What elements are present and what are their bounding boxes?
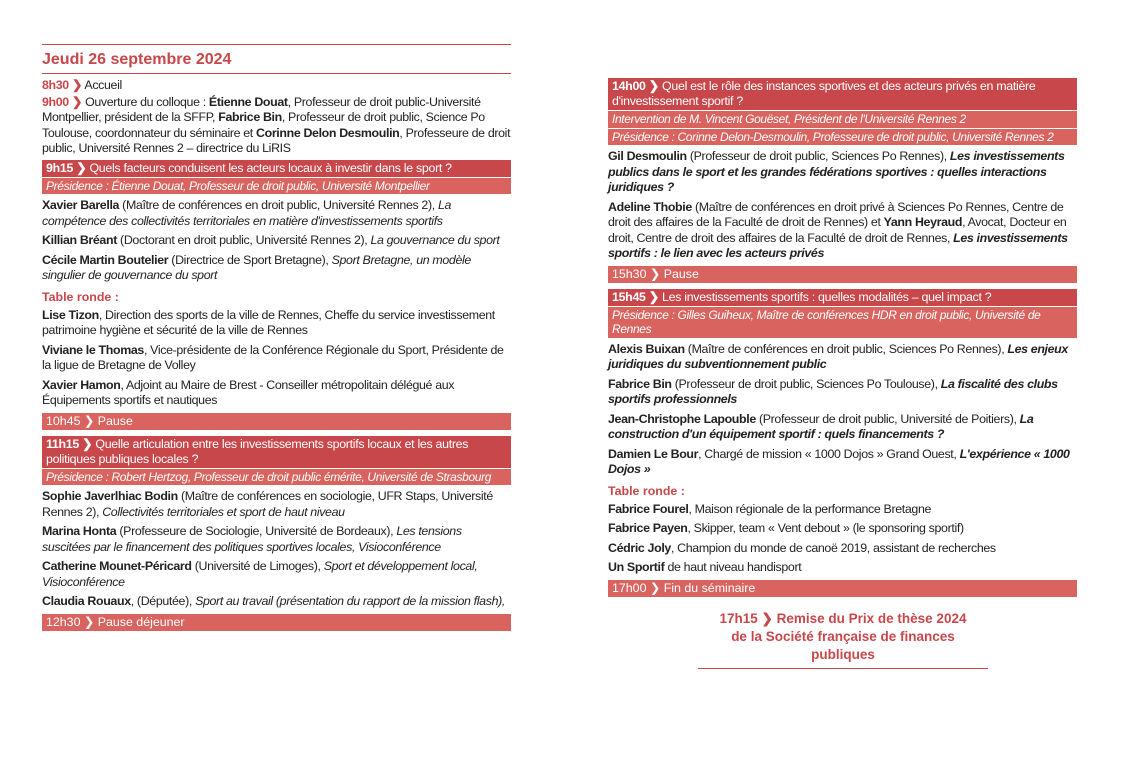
session-9h15 (42, 160, 511, 195)
speaker-role: , Direction des sports de la ville de Rennes, Cheffe du service investissement patrimoine hygiène et sécurité de la ville de Rennes (42, 307, 495, 337)
talk-entry (42, 198, 511, 229)
talk-title: Collectivités territoriales et sport de haut niveau (102, 504, 345, 519)
table-ronde-label: Table ronde : (608, 483, 685, 498)
accueil-line (42, 78, 511, 94)
session-title: Quels facteurs conduisent les acteurs locaux à investir dans le sport ? (89, 160, 452, 175)
speaker-name: Alexis Buixan (608, 341, 685, 356)
ouverture-line (42, 95, 511, 157)
talk-entry (42, 524, 511, 555)
speaker-name: Un Sportif (608, 560, 665, 574)
talk-extra: , Visioconférence (42, 559, 478, 589)
speaker-role: (Professeure de Sociologie, Université de Bordeaux), (116, 524, 397, 538)
session-presidence: Présidence : Corinne Delon-Desmoulin, Professeure de droit public, Université Rennes 2 (608, 128, 1077, 146)
speaker-role: (Maître de conférences en droit public, Sciences Po Rennes), (684, 341, 1008, 356)
table-ronde-entry (42, 378, 511, 409)
speaker-role: , Champion du monde de canoë 2019, assistant de recherches (670, 540, 996, 555)
speaker-role: , Avocat, Docteur en droit, Centre de droit des affaires de la Faculté de droit de Rennes, (608, 215, 1067, 245)
speaker-name: Fabrice Fourel (608, 501, 689, 516)
speaker-name: Corinne Delon Desmoulin (256, 125, 400, 140)
talk-entry (42, 559, 511, 590)
talk-title: La fiscalité des clubs sportifs professionnels (608, 376, 1058, 406)
table-ronde-entry (608, 502, 1077, 518)
talk-entry (608, 447, 1077, 478)
talk-entry (608, 377, 1077, 408)
speaker-name: Sophie Javerlhiac Bodin (42, 489, 178, 503)
session-time: 9h15 (46, 160, 74, 175)
speaker-role: (Directrice de Sport Bretagne), (168, 252, 332, 267)
session-intervention: Intervention de M. Vincent Gouëset, Président de l'Université Rennes 2 (608, 110, 1077, 128)
talk-title: Les investissements sportifs : le lien avec les acteurs privés (608, 230, 1068, 260)
day-title: Jeudi 26 septembre 2024 (42, 44, 511, 74)
speaker-role: (Maître de conférences en droit privé à Sciences Po Rennes, Centre de droit des affaires de la Faculté de droit de Rennes) et (608, 199, 1064, 229)
session-header (608, 78, 1077, 110)
award-line-2: de la Société française de finances publiques (731, 629, 955, 662)
right-column (608, 78, 1077, 597)
chevron-right-icon: ❯ (648, 79, 659, 93)
session-presidence: Présidence : Étienne Douat, Professeur de droit public, Université Montpellier (42, 177, 511, 195)
pause-bar: 15h30 ❯ Pause (608, 266, 1077, 283)
speaker-name: Lise Tizon (42, 307, 99, 322)
table-ronde-label: Table ronde : (42, 289, 119, 304)
speaker-role: , Professeur de droit public, Science Po Toulouse, coordonnateur du séminaire et (42, 110, 485, 140)
session-header (42, 436, 511, 468)
speaker-role: , Adjoint au Maire de Brest - Conseiller métropolitain délégué aux Équipements sportifs et nautiques (42, 377, 455, 407)
session-presidence: Présidence : Robert Hertzog, Professeur de droit public émérite, Université de Strasbourg (42, 468, 511, 486)
speaker-name: Fabrice Bin (608, 376, 672, 391)
speaker-name: Yann Heyraud (883, 215, 963, 229)
talk-title: L'expérience « 1000 Dojos » (608, 446, 1070, 476)
speaker-name: Xavier Barella (42, 198, 120, 212)
talk-entry (608, 412, 1077, 443)
speaker-role: (Université de Limoges), (191, 559, 324, 573)
end-bar: 17h00 ❯ Fin du séminaire (608, 580, 1077, 597)
table-ronde-entry (42, 343, 511, 374)
talk-title: La gouvernance du sport (370, 233, 500, 247)
talk-title: Les tensions suscitées par le financement des politiques sportives locales (42, 524, 462, 554)
speaker-role: (Professeur de droit public, Université de Poitiers), (755, 411, 1020, 426)
talk-entry (608, 200, 1077, 262)
speaker-name: Xavier Hamon (42, 377, 121, 392)
speaker-role: (Professeur de droit public, Sciences Po Toulouse), (671, 376, 941, 391)
talk-entry (608, 149, 1077, 196)
accueil-time: 8h30 (42, 78, 69, 92)
speaker-role: , Professeur de droit public-Université Montpellier, président de la SFFP, (42, 94, 481, 124)
chevron-right-icon: ❯ (76, 160, 87, 175)
speaker-role: (Maître de conférences en sociologie, UFR Staps, Université Rennes 2), (42, 489, 493, 519)
speaker-role: (Professeur de droit public, Sciences Po Rennes), (686, 149, 950, 163)
session-title: Quel est le rôle des instances sportives et des acteurs privés en matière d'investissement sportif ? (612, 79, 1036, 108)
session-time: 15h45 (612, 289, 646, 304)
speaker-role: , Professeure de droit public, Université Rennes 2 – directrice du LiRIS (42, 125, 511, 155)
speaker-role: , (Députée), (130, 594, 196, 608)
talk-entry (608, 342, 1077, 373)
speaker-name: Claudia Rouaux (42, 594, 131, 608)
speaker-role: (Maître de conférences en droit public, Université Rennes 2), (119, 198, 438, 212)
speaker-name: Adeline Thobie (608, 199, 692, 214)
talk-title: La construction d'un équipement sportif : quels financements ? (608, 411, 1034, 441)
speaker-name: Catherine Mounet-Péricard (42, 559, 192, 573)
speaker-name: Killian Bréant (42, 233, 117, 247)
chevron-right-icon: ❯ (71, 94, 82, 109)
speaker-name: Viviane le Thomas (42, 342, 144, 357)
talk-title: Sport au travail (présentation du rapport de la mission flash), (195, 594, 505, 608)
talk-title: Les investissements publics dans le sport et les grandes fédérations sportives : quelles interactions juridiques ? (608, 149, 1065, 194)
table-ronde-entry (42, 308, 511, 339)
session-15h45 (608, 289, 1077, 338)
speaker-name: Fabrice Bin (218, 110, 282, 124)
talk-extra: , Visioconférence (351, 539, 441, 554)
session-title: Quelle articulation entre les investissements sportifs locaux et les autres politiques publiques locales ? (46, 436, 469, 466)
session-11h15 (42, 436, 511, 486)
table-ronde-entry (608, 521, 1077, 537)
speaker-name: Marina Honta (42, 524, 117, 538)
talk-entry (42, 489, 511, 520)
session-time: 11h15 (46, 436, 79, 451)
talk-title: Sport Bretagne, un modèle singulier de gouvernance du sport (42, 252, 471, 282)
session-header (42, 160, 511, 177)
talk-title: Les enjeux juridiques du subventionnement public (608, 341, 1068, 371)
speaker-name: Fabrice Payen (608, 521, 688, 535)
speaker-name: Jean-Christophe Lapouble (608, 411, 756, 426)
speaker-name: Damien Le Bour (608, 446, 699, 461)
award-line-1: 17h15 ❯ Remise du Prix de thèse 2024 (719, 611, 967, 626)
ouverture-pre: Ouverture du colloque : (85, 94, 209, 109)
table-ronde-entry (608, 541, 1077, 557)
speaker-name: Cédric Joly (608, 540, 671, 555)
pause-bar: 12h30 ❯ Pause déjeuner (42, 614, 511, 631)
accueil-label: Accueil (84, 78, 122, 92)
talk-entry (42, 253, 511, 284)
chevron-right-icon: ❯ (71, 78, 82, 92)
chevron-right-icon: ❯ (648, 289, 659, 304)
speaker-role: , Maison régionale de la performance Bretagne (688, 501, 932, 516)
table-ronde-entry (608, 560, 1077, 576)
session-title: Les investissements sportifs : quelles modalités – quel impact ? (662, 289, 992, 304)
talk-title: La compétence des collectivités territoriales en matière d'investissements sportifs (42, 198, 452, 228)
award-block (698, 610, 988, 669)
speaker-role: , Chargé de mission « 1000 Dojos » Grand Ouest, (698, 446, 960, 461)
speaker-role: , Vice-présidente de la Conférence Régionale du Sport, Présidente de la ligue de Bretagne de Volley (42, 342, 504, 372)
speaker-role: (Doctorant en droit public, Université Rennes 2), (116, 233, 371, 247)
speaker-name: Étienne Douat (208, 94, 288, 109)
pause-bar: 10h45 ❯ Pause (42, 413, 511, 430)
session-header (608, 289, 1077, 306)
talk-title: Sport et développement local (323, 559, 475, 573)
ouverture-time: 9h00 (42, 94, 69, 109)
session-time: 14h00 (612, 79, 646, 93)
speaker-role: de haut niveau handisport (664, 560, 802, 574)
speaker-name: Gil Desmoulin (608, 149, 687, 163)
session-14h00 (608, 78, 1077, 145)
left-column (42, 44, 511, 631)
talk-entry (42, 233, 511, 249)
chevron-right-icon: ❯ (82, 436, 93, 451)
talk-entry (42, 594, 511, 610)
speaker-name: Cécile Martin Boutelier (42, 252, 169, 267)
speaker-role: , Skipper, team « Vent debout » (le sponsoring sportif) (687, 521, 964, 535)
session-presidence: Présidence : Gilles Guiheux, Maître de conférences HDR en droit public, Université de Rennes (608, 306, 1077, 338)
